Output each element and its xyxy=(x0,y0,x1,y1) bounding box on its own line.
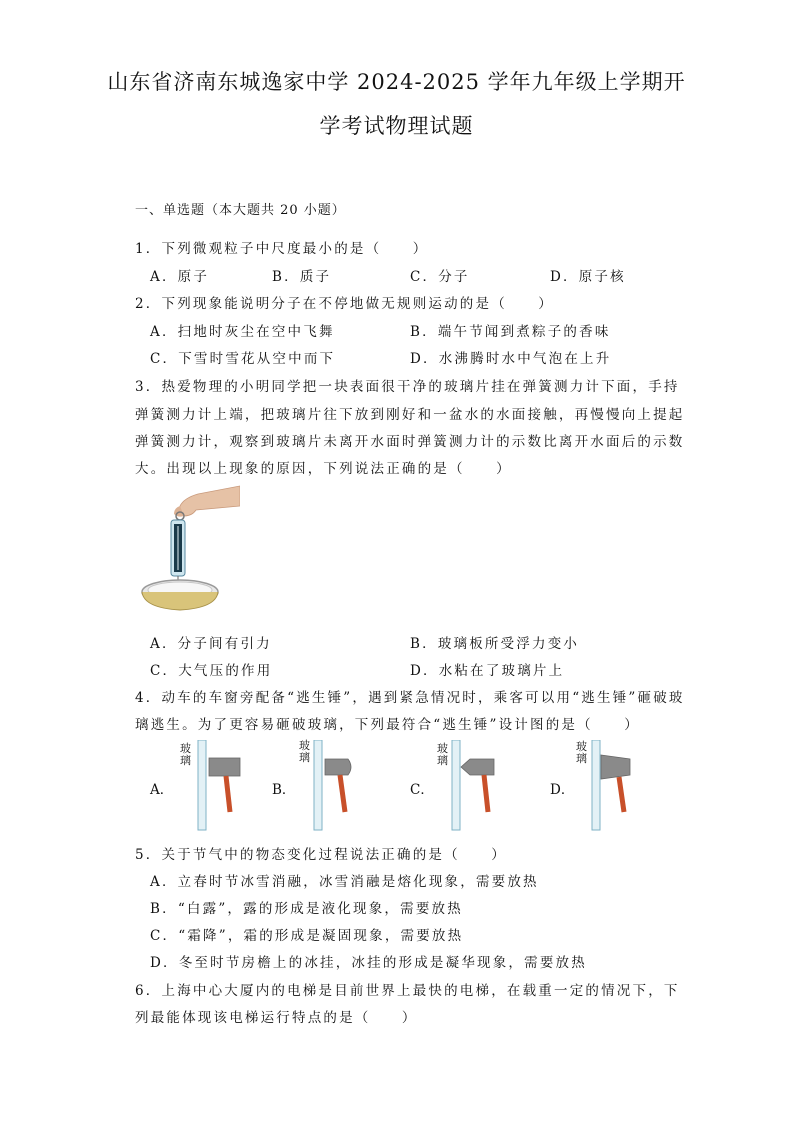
q5-option-d[interactable]: D．冬至时节房檐上的冰挂，冰挂的形成是凝华现象，需要放热 xyxy=(150,955,587,971)
spring-scale-glass-photo xyxy=(140,484,240,616)
q1-option-c[interactable]: C．分子 xyxy=(410,269,470,285)
q3-option-b[interactable]: B．玻璃板所受浮力变小 xyxy=(410,636,580,652)
q2-option-b[interactable]: B．端午节闻到煮粽子的香味 xyxy=(410,324,611,340)
q3-option-a[interactable]: A．分子间有引力 xyxy=(150,636,272,652)
q3-option-d[interactable]: D．水粘在了玻璃片上 xyxy=(410,663,565,679)
q4-glass-label-d: 玻璃 xyxy=(576,740,587,765)
q4-glass-label-b: 玻璃 xyxy=(299,739,310,764)
q3-option-c[interactable]: C．大气压的作用 xyxy=(150,663,273,679)
q2-stem: 2．下列现象能说明分子在不停地做无规则运动的是（ ） xyxy=(135,296,554,312)
q4-option-a[interactable]: A． xyxy=(150,782,174,798)
q3-line-4: 大。出现以上现象的原因，下列说法正确的是（ ） xyxy=(135,461,512,477)
hammer-option-a xyxy=(196,740,246,832)
q4-option-d[interactable]: D． xyxy=(550,782,575,798)
q5-option-b[interactable]: B．“白露”，露的形成是液化现象，需要放热 xyxy=(150,901,463,917)
q6-line-2: 列最能体现该电梯运行特点的是（ ） xyxy=(135,1010,418,1026)
q3-line-1: 3．热爱物理的小明同学把一块表面很干净的玻璃片挂在弹簧测力计下面，手持 xyxy=(135,379,680,395)
hammer-option-d xyxy=(590,740,640,832)
q3-line-2: 弹簧测力计上端，把玻璃片往下放到刚好和一盆水的水面接触，再慢慢向上提起 xyxy=(135,407,685,423)
q2-option-d[interactable]: D．水沸腾时水中气泡在上升 xyxy=(410,351,612,367)
q4-option-c[interactable]: C． xyxy=(410,782,434,798)
q4-glass-label-c: 玻璃 xyxy=(437,742,448,767)
q4-glass-label-a: 玻璃 xyxy=(180,742,191,767)
exam-title-line2: 学考试物理试题 xyxy=(319,114,474,138)
q1-option-d[interactable]: D．原子核 xyxy=(550,269,626,285)
q4-option-b[interactable]: B． xyxy=(272,782,296,798)
q6-line-1: 6．上海中心大厦内的电梯是目前世界上最快的电梯，在载重一定的情况下，下 xyxy=(135,983,680,999)
section-heading: 一、单选题（本大题共 20 小题） xyxy=(135,203,346,218)
q5-option-c[interactable]: C．“霜降”，霜的形成是凝固现象，需要放热 xyxy=(150,928,464,944)
hammer-option-b xyxy=(312,740,362,832)
q1-stem: 1．下列微观粒子中尺度最小的是（ ） xyxy=(135,241,429,257)
q5-stem: 5．关于节气中的物态变化过程说法正确的是（ ） xyxy=(135,847,507,863)
q4-line-1: 4．动车的车窗旁配备“逃生锤”，遇到紧急情况时，乘客可以用“逃生锤”砸破玻 xyxy=(135,690,685,706)
q5-option-a[interactable]: A．立春时节冰雪消融，冰雪消融是熔化现象，需要放热 xyxy=(150,874,539,890)
exam-title-line1: 山东省济南东城逸家中学 2024-2025 学年九年级上学期开 xyxy=(107,70,686,94)
q1-option-a[interactable]: A．原子 xyxy=(150,269,210,285)
q4-line-2: 璃逃生。为了更容易砸破玻璃，下列最符合“逃生锤”设计图的是（ ） xyxy=(135,717,640,733)
q1-option-b[interactable]: B．质子 xyxy=(272,269,332,285)
q3-line-3: 弹簧测力计，观察到玻璃片未离开水面时弹簧测力计的示数比离开水面后的示数 xyxy=(135,434,685,450)
hammer-option-c xyxy=(450,740,500,832)
q2-option-c[interactable]: C．下雪时雪花从空中而下 xyxy=(150,351,336,367)
q2-option-a[interactable]: A．扫地时灰尘在空中飞舞 xyxy=(150,324,335,340)
